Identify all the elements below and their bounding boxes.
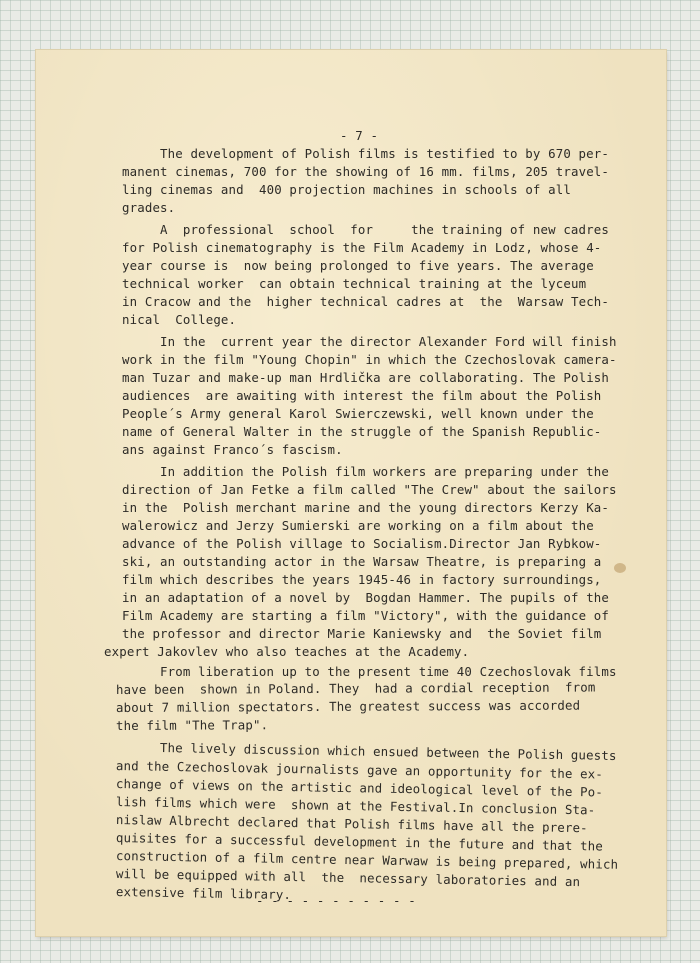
text-line: nical College. (122, 312, 237, 327)
text-line: ski, an outstanding actor in the Warsaw Theatre, is preparing a (122, 554, 602, 569)
text-line: quisites for a successful development in the future and that the (115, 830, 604, 854)
text-line: change of views on the artistic and ideological level of the Po- (115, 776, 604, 800)
text-line: manent cinemas, 700 for the showing of 16 mm. films, 205 travel- (122, 164, 610, 179)
text-line: film which describes the years 1945-46 in factory surroundings, (122, 572, 602, 587)
text-line: A professional school for the training of new cadres (160, 222, 609, 237)
text-line: in the Polish merchant marine and the young directors Kerzy Ka- (122, 500, 610, 515)
text-line: direction of Jan Fetke a film called "The Crew" about the sailors (122, 482, 617, 497)
text-line: audiences are awaiting with interest the film about the Polish (122, 388, 602, 403)
text-line: advance of the Polish village to Socialism.Director Jan Rybkow- (122, 536, 602, 551)
text-line: extensive film library. (115, 884, 292, 903)
ink-stain (614, 563, 626, 573)
end-rule: - - - - - - - - - - - (256, 893, 416, 908)
text-line: walerowicz and Jerzy Sumierski are working on a film about the (122, 518, 594, 533)
text-line: in an adaptation of a novel by Bogdan Hammer. The pupils of the (122, 590, 610, 605)
text-line: and the Czechoslovak journalists gave an opportunity for the ex- (115, 758, 604, 782)
text-line: Film Academy are starting a film "Victory", with the guidance of (122, 608, 610, 623)
text-line: ans against Franco´s fascism. (122, 442, 343, 457)
text-line: The lively discussion which ensued between the Polish guests (159, 740, 617, 763)
text-line: man Tuzar and make-up man Hrdlička are collaborating. The Polish (122, 370, 610, 385)
text-line: about 7 million spectators. The greatest success was accorded (115, 697, 581, 715)
text-line: expert Jakovlev who also teaches at the Academy. (104, 644, 470, 659)
page-number: - 7 - (340, 128, 379, 143)
text-line: ling cinemas and 400 projection machines in schools of all (122, 182, 571, 197)
text-line: nislaw Albrecht declared that Polish films have all the prere- (115, 812, 588, 836)
text-line: People´s Army general Karol Swierczewski, well known under the (122, 406, 594, 421)
text-line: The development of Polish films is testified to by 670 per- (160, 146, 609, 161)
text-line: name of General Walter in the struggle of the Spanish Republic- (122, 424, 602, 439)
text-line: In the current year the director Alexander Ford will finish (160, 334, 617, 349)
text-line: lish films which were shown at the Festival.In conclusion Sta- (115, 794, 596, 818)
text-line: the professor and director Marie Kaniewsky and the Soviet film (122, 626, 602, 641)
text-line: in Cracow and the higher technical cadres at the Warsaw Tech- (122, 294, 610, 309)
text-line: for Polish cinematography is the Film Academy in Lodz, whose 4- (122, 240, 602, 255)
text-line: work in the film "Young Chopin" in which the Czechoslovak camera- (122, 352, 617, 367)
text-line: will be equipped with all the necessary laboratories and an (115, 866, 581, 890)
text-line: grades. (122, 200, 176, 215)
document-page (36, 50, 666, 936)
text-line: the film "The Trap". (115, 717, 269, 733)
text-line: year course is now being prolonged to five years. The average (122, 258, 594, 273)
text-line: technical worker can obtain technical training at the lyceum (122, 276, 587, 291)
text-line: have been shown in Poland. They had a cordial reception from (115, 679, 596, 697)
text-line: construction of a film centre near Warwaw is being prepared, which (115, 848, 619, 872)
text-line: In addition the Polish film workers are preparing under the (160, 464, 609, 479)
text-line: From liberation up to the present time 40 Czechoslovak films (160, 664, 617, 679)
